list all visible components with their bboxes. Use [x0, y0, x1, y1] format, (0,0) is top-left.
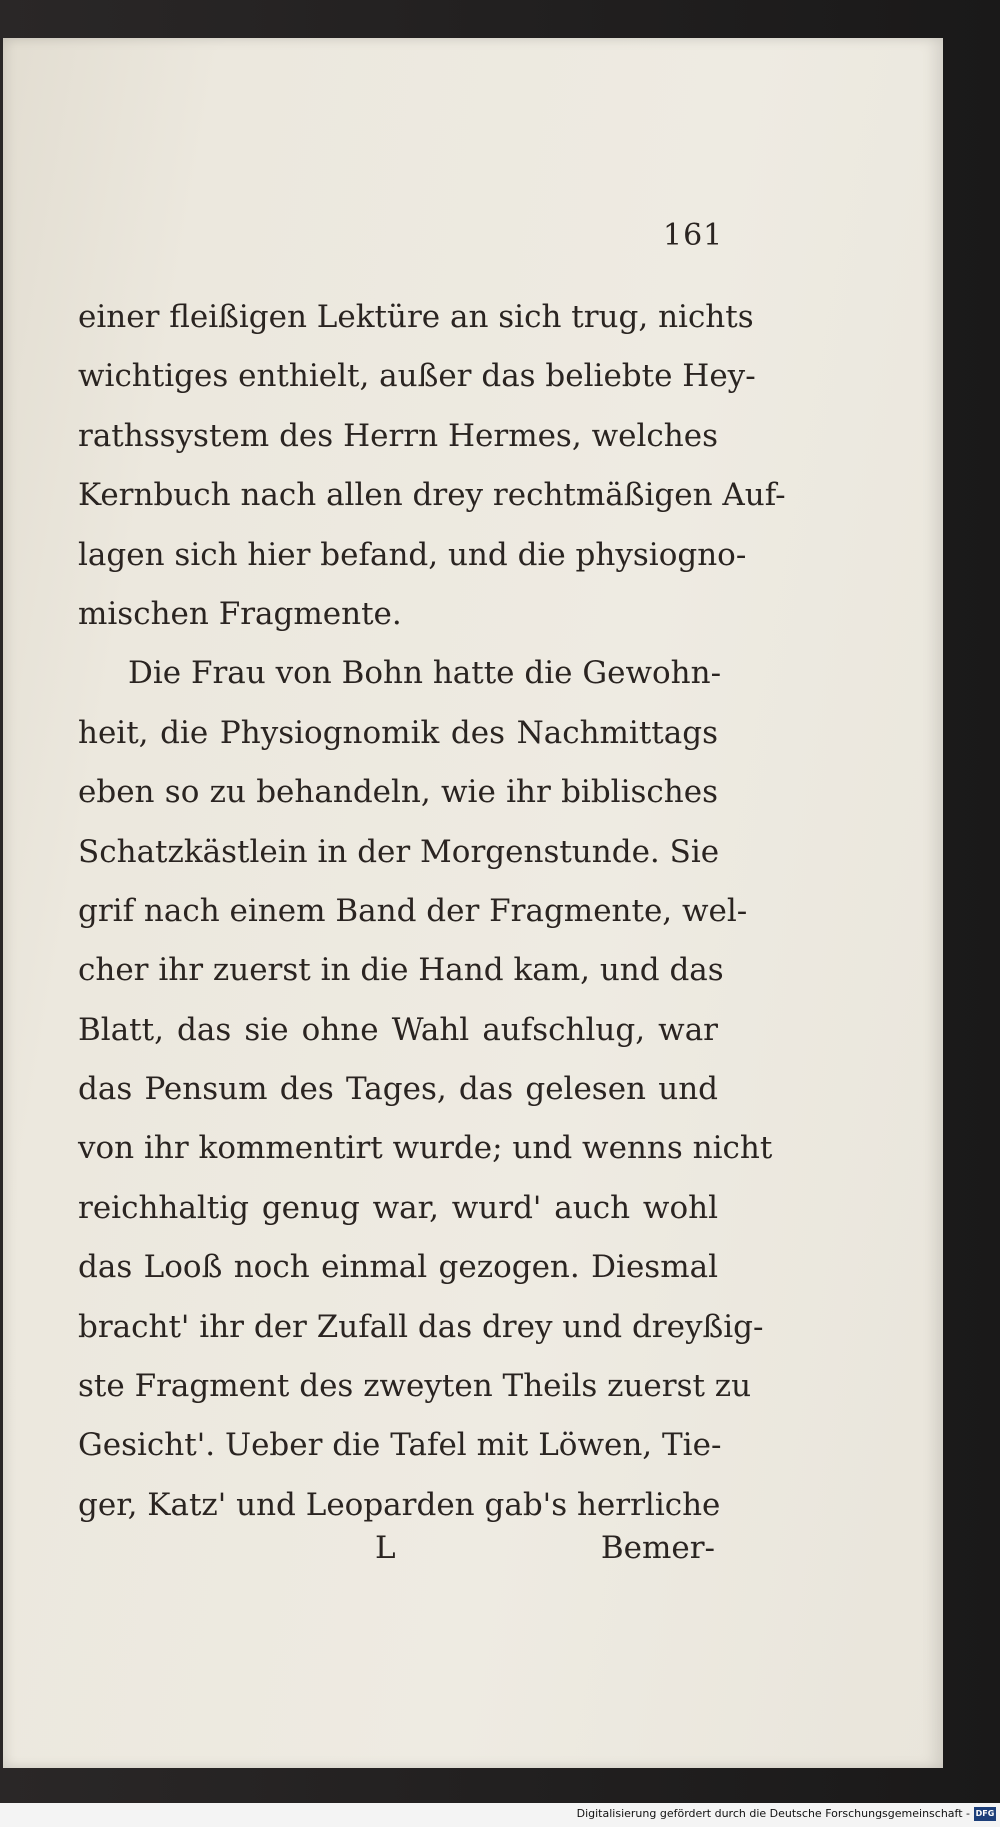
text-line: das Looß noch einmal gezogen. Diesmal — [78, 1249, 718, 1286]
text-line: bracht' ihr der Zufall das drey und dreyßig- — [78, 1308, 764, 1345]
text-line: lagen sich hier befand, und die physiogno- — [78, 536, 747, 573]
text-line: das Pensum des Tages, das gelesen und — [78, 1071, 718, 1108]
text-line: ste Fragment des zweyten Theils zuerst zu — [78, 1368, 752, 1405]
book-page — [3, 38, 943, 1768]
text-line: Kernbuch nach allen drey rechtmäßigen Auf- — [78, 477, 786, 514]
body-text — [78, 288, 786, 1535]
text-line: Schatzkästlein in der Morgenstunde. Sie — [78, 833, 720, 870]
dfg-logo-icon: DFG — [974, 1807, 996, 1821]
text-line: rathssystem des Herrn Hermes, welches — [78, 417, 718, 454]
signature-mark: L — [375, 1530, 396, 1566]
text-line: grif nach einem Band der Fragmente, wel- — [78, 892, 748, 929]
page-number: 161 — [663, 218, 724, 253]
text-line: eben so zu behandeln, wie ihr biblisches — [78, 774, 718, 811]
text-line: wichtiges enthielt, außer das beliebte Hey- — [78, 358, 756, 395]
catchword: Bemer- — [600, 1530, 715, 1566]
text-line: reichhaltig genug war, wurd' auch wohl — [78, 1189, 718, 1226]
catchline — [375, 1518, 715, 1578]
text-line: Blatt, das sie ohne Wahl aufschlug, war — [78, 1011, 718, 1048]
footer-bar — [0, 1803, 1000, 1827]
text-line: Gesicht'. Ueber die Tafel mit Löwen, Tie- — [78, 1427, 722, 1464]
text-line: heit, die Physiognomik des Nachmittags — [78, 714, 718, 751]
text-line: von ihr kommentirt wurde; und wenns nicht — [78, 1130, 773, 1167]
text-line: ger, Katz' und Leoparden gab's herrliche — [78, 1486, 721, 1523]
text-line: cher ihr zuerst in die Hand kam, und das — [78, 952, 724, 989]
text-line: Die Frau von Bohn hatte die Gewohn- — [128, 655, 722, 692]
text-line: mischen Fragmente. — [78, 595, 402, 632]
text-line: einer fleißigen Lektüre an sich trug, nichts — [78, 299, 754, 335]
funding-credit: Digitalisierung gefördert durch die Deutsche Forschungsgemeinschaft - — [576, 1807, 970, 1820]
